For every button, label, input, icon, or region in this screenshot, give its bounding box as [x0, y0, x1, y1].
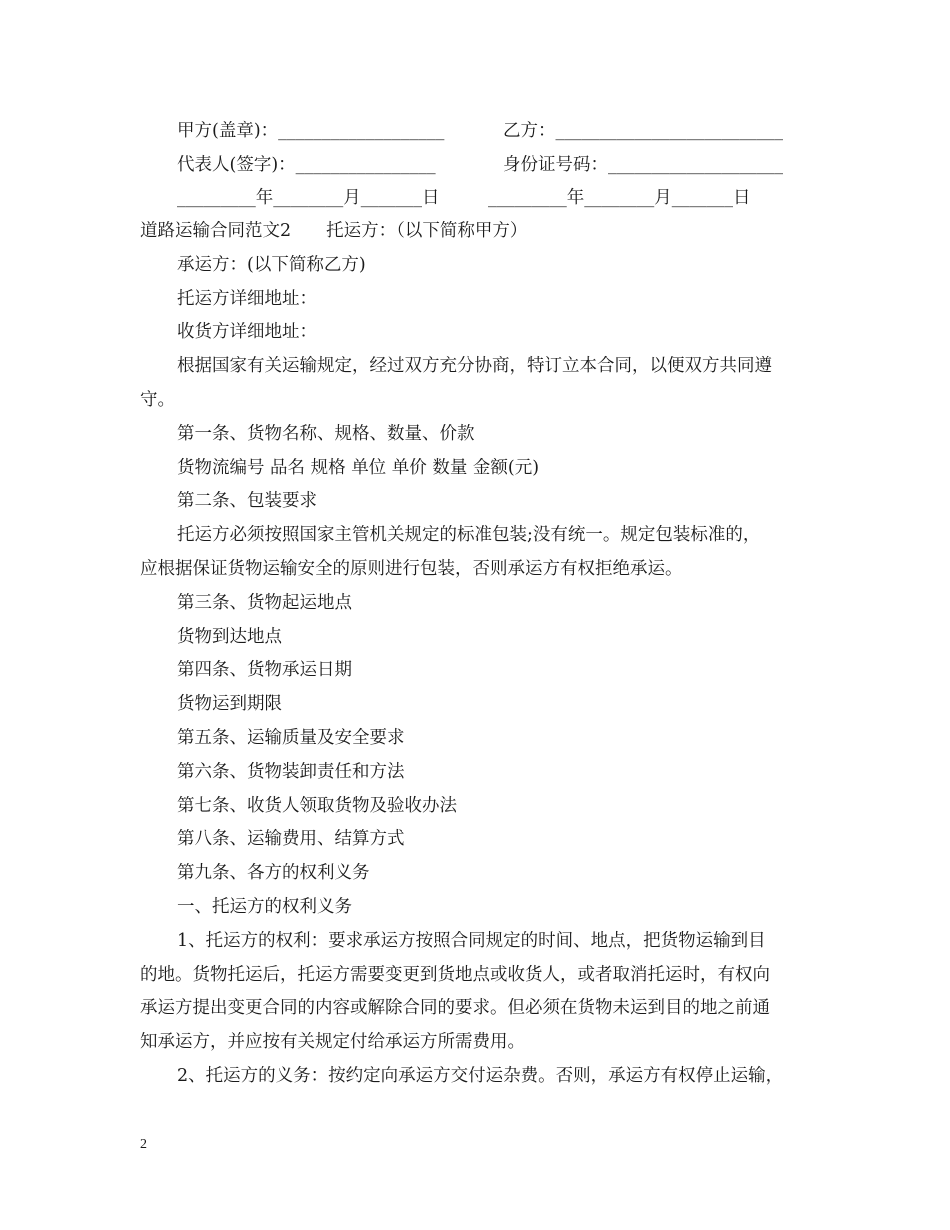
- paragraph-line: 货物运到期限: [177, 694, 282, 714]
- paragraph-line: 承运方提出变更合同的内容或解除合同的要求。但必须在货物未运到目的地之前通: [140, 998, 770, 1018]
- consignee-address-line: 收货方详细地址：: [177, 322, 317, 342]
- contract-title-line: 道路运输合同范文2 托运方：（以下简称甲方）: [140, 221, 528, 241]
- article-heading: 第八条、运输费用、结算方式: [177, 829, 405, 849]
- party-a-signature-field: 甲方(盖章)：___________________: [177, 121, 445, 141]
- paragraph-line: 1、托运方的权利：要求承运方按照合同规定的时间、地点，把货物运输到目: [177, 931, 766, 951]
- paragraph-line: 2、托运方的义务：按约定向承运方交付运杂费。否则，承运方有权停止运输，: [177, 1066, 784, 1086]
- article-heading: 第二条、包装要求: [177, 491, 317, 511]
- goods-columns-line: 货物流编号 品名 规格 单位 单价 数量 金额(元): [177, 458, 540, 478]
- paragraph-line: 的地。货物托运后，托运方需要变更到货地点或收货人，或者取消托运时，有权向: [140, 965, 770, 985]
- article-heading: 第七条、收货人领取货物及验收办法: [177, 796, 457, 816]
- id-number-field: 身份证号码：____________________: [503, 155, 783, 175]
- page-number: 2: [140, 1137, 147, 1152]
- article-heading: 第一条、货物名称、规格、数量、价款: [177, 424, 475, 444]
- paragraph-line: 知承运方，并应按有关规定付给承运方所需费用。: [140, 1032, 525, 1052]
- party-b-signature-field: 乙方：__________________________: [503, 121, 783, 141]
- party-b-date-field: _________年________月_______日: [488, 188, 751, 208]
- article-heading: 第九条、各方的权利义务: [177, 863, 370, 883]
- article-heading: 第三条、货物起运地点: [177, 593, 352, 613]
- article-heading: 第五条、运输质量及安全要求: [177, 728, 405, 748]
- paragraph-line: 货物到达地点: [177, 627, 282, 647]
- section-heading: 一、托运方的权利义务: [177, 897, 352, 917]
- article-heading: 第六条、货物装卸责任和方法: [177, 762, 405, 782]
- paragraph-line: 应根据保证货物运输安全的原则进行包装，否则承运方有权拒绝承运。: [140, 559, 683, 579]
- party-a-date-field: _________年________月_______日: [177, 188, 440, 208]
- carrier-line: 承运方：(以下简称乙方): [177, 255, 366, 275]
- paragraph-line: 托运方必须按照国家主管机关规定的标准包装;没有统一。规定包装标准的，: [177, 525, 761, 545]
- paragraph-line: 根据国家有关运输规定，经过双方充分协商，特订立本合同，以便双方共同遵: [177, 356, 772, 376]
- representative-signature-field: 代表人(签字)：________________: [177, 155, 436, 175]
- article-heading: 第四条、货物承运日期: [177, 660, 352, 680]
- paragraph-line: 守。: [140, 390, 175, 410]
- shipper-address-line: 托运方详细地址：: [177, 289, 317, 309]
